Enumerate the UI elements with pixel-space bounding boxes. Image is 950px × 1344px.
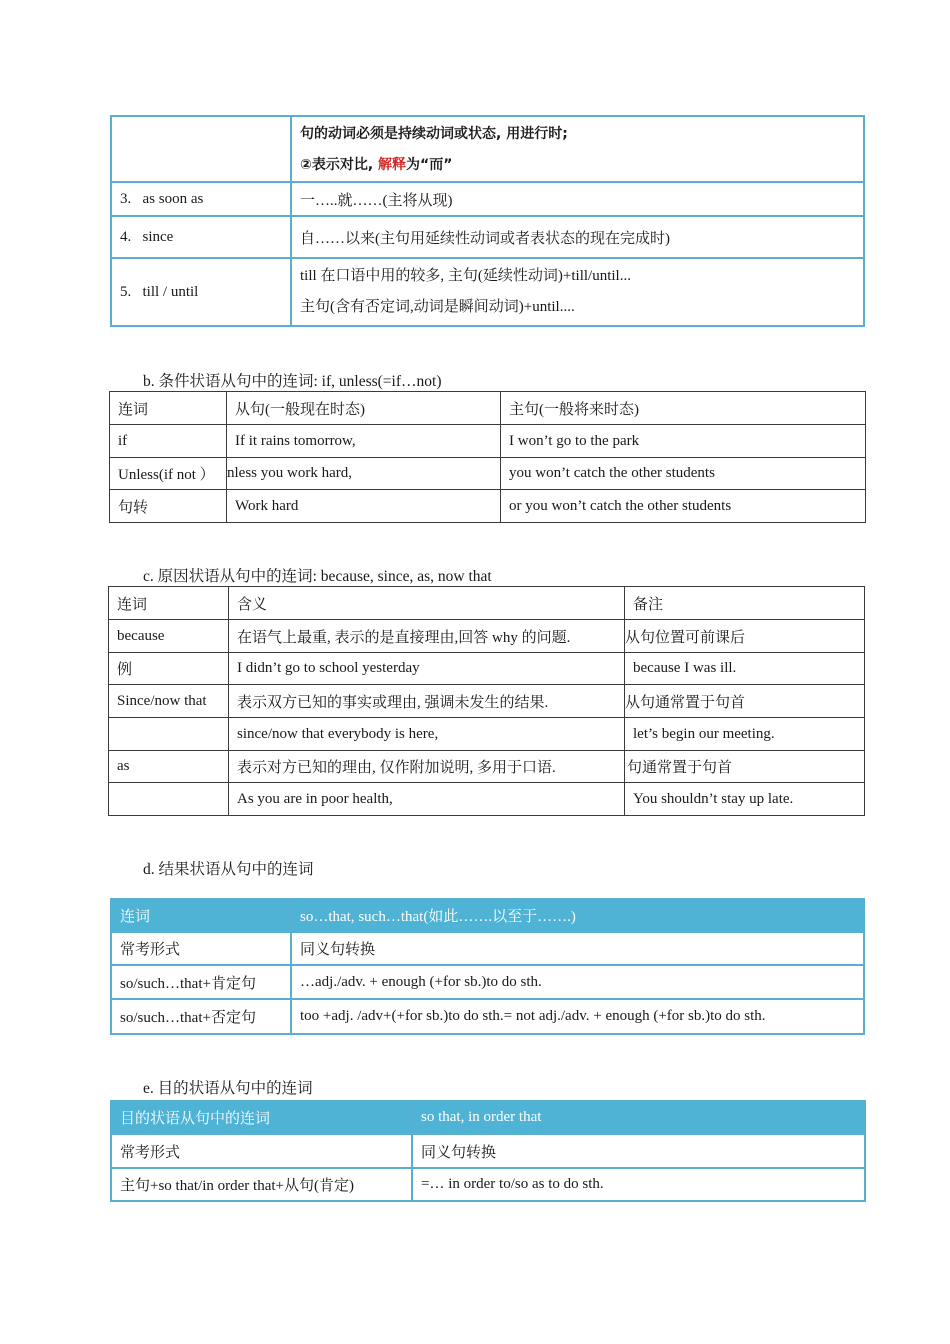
table-row: so/such…that+肯定句 …adj./adv. + enough (+for sb.)to do sth. bbox=[111, 965, 864, 999]
time-conjunction-table bbox=[110, 115, 865, 327]
table-row: if If it rains tomorrow, I won’t go to the park bbox=[110, 425, 866, 458]
section-b-caption: b. 条件状语从句中的连词: if, unless(=if…not) bbox=[143, 373, 442, 390]
table-row: 常考形式 同义句转换 bbox=[111, 932, 864, 965]
highlight-text: 解释 bbox=[378, 157, 407, 173]
table-row: since/now that everybody is here, let’s begin our meeting. bbox=[109, 718, 865, 751]
table-row: 句转 Work hard or you won’t catch the other students bbox=[110, 490, 866, 523]
table-row: so/such…that+否定句 too +adj. /adv+(+for sb.)to do sth.= not adj./adv. + enough (+for sb.)to do sth. bbox=[111, 999, 864, 1034]
section-d-caption: d. 结果状语从句中的连词 bbox=[143, 861, 314, 878]
table-row: Since/now that 表示双方已知的事实或理由, 强调未发生的结果. 从句通常置于句首 bbox=[109, 685, 865, 718]
table-row: because 在语气上最重, 表示的是直接理由,回答 why 的问题. 从句位置可前课后 bbox=[109, 620, 865, 653]
table-row: 主句+so that/in order that+从句(肯定) =… in order to/so as to do sth. bbox=[111, 1168, 865, 1201]
table-row: 4. since 自……以来(主句用延续性动词或者表状态的现在完成时) bbox=[111, 216, 864, 258]
table-row bbox=[111, 116, 864, 182]
table-row: As you are in poor health, You shouldn’t stay up late. bbox=[109, 783, 865, 816]
table-header-row: 目的状语从句中的连词 so that, in order that bbox=[111, 1101, 865, 1134]
section-c-caption: c. 原因状语从句中的连词: because, since, as, now that bbox=[143, 568, 492, 585]
reason-table bbox=[108, 586, 865, 816]
result-table bbox=[110, 898, 865, 1035]
table-row: 5. till / until till 在口语中用的较多, 主句(延续性动词)+till/until... 主句(含有否定词,动词是瞬间动词)+until.... bbox=[111, 258, 864, 326]
meaning-line: ②表示对比, 解释为“而” bbox=[300, 157, 453, 173]
table-header-row: 连词 so…that, such…that(如此…….以至于…….) bbox=[111, 899, 864, 932]
condition-table bbox=[109, 391, 866, 523]
table-row: 例 I didn’t go to school yesterday because I was ill. bbox=[109, 653, 865, 685]
section-e-caption: e. 目的状语从句中的连词 bbox=[143, 1080, 313, 1097]
table-row: 连词 从句(一般现在时态) 主句(一般将来时态) bbox=[110, 392, 866, 425]
table-row: Unless(if not ） nless you work hard, you won’t catch the other students bbox=[110, 458, 866, 490]
table-row: 常考形式 同义句转换 bbox=[111, 1134, 865, 1168]
table-row: 3. as soon as 一…..就……(主将从现) bbox=[111, 182, 864, 216]
purpose-table bbox=[110, 1100, 866, 1202]
table-row: as 表示对方已知的理由, 仅作附加说明, 多用于口语. 句通常置于句首 bbox=[109, 751, 865, 783]
meaning-line: 句的动词必须是持续动词或状态, 用进行时; bbox=[300, 126, 568, 142]
table-row: 连词 含义 备注 bbox=[109, 587, 865, 620]
